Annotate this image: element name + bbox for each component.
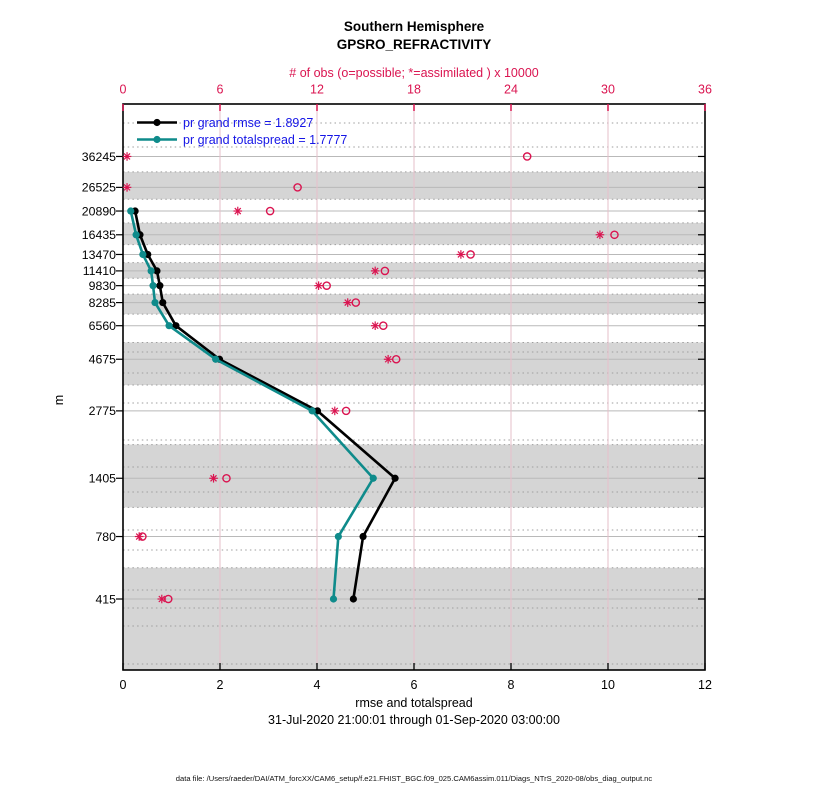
svg-text:12: 12 — [698, 678, 712, 692]
legend-swatch-totalspread-marker — [153, 136, 160, 143]
svg-text:11410: 11410 — [82, 264, 116, 279]
legend — [137, 116, 347, 147]
svg-text:0: 0 — [119, 678, 127, 692]
legend-swatch-rmse-marker — [153, 119, 160, 126]
svg-text:415: 415 — [95, 592, 116, 607]
svg-text:6: 6 — [410, 678, 418, 692]
svg-text:26525: 26525 — [81, 180, 116, 195]
svg-text:36245: 36245 — [81, 149, 116, 164]
legend-label-totalspread: pr grand totalspread = 1.7777 — [183, 133, 348, 147]
svg-text:6560: 6560 — [88, 319, 116, 334]
svg-text:0: 0 — [119, 82, 127, 97]
svg-text:8285: 8285 — [88, 295, 116, 310]
svg-text:36: 36 — [698, 82, 712, 97]
svg-text:780: 780 — [95, 529, 116, 544]
svg-text:13470: 13470 — [81, 247, 116, 262]
page-title: Southern Hemisphere — [343, 19, 485, 34]
page-subtitle: GPSRO_REFRACTIVITY — [336, 37, 492, 52]
svg-text:16435: 16435 — [81, 228, 116, 243]
svg-text:2: 2 — [216, 678, 224, 692]
y-axis-title: m — [52, 394, 66, 406]
top-axis-title: # of obs (o=possible; *=assimilated ) x 10000 — [289, 66, 539, 80]
svg-text:20890: 20890 — [81, 204, 116, 219]
svg-text:30: 30 — [601, 82, 615, 97]
svg-text:2775: 2775 — [88, 404, 116, 419]
legend-label-rmse: pr grand rmse = 1.8927 — [183, 116, 314, 130]
svg-text:24: 24 — [504, 82, 518, 97]
data-file-footer: data file: /Users/raeder/DAI/ATM_forcXX/CAM6_setup/f.e21.FHIST_BGC.f09_025.CAM6assim.011/Diags_NTrS_2020-08/obs_diag_output.nc — [175, 774, 653, 783]
svg-text:8: 8 — [507, 678, 515, 692]
svg-text:18: 18 — [407, 82, 421, 97]
date-range-caption: 31-Jul-2020 21:00:01 through 01-Sep-2020 03:00:00 — [268, 713, 560, 727]
svg-text:10: 10 — [601, 678, 615, 692]
svg-text:12: 12 — [310, 82, 324, 97]
bottom-axis-title: rmse and totalspread — [355, 696, 473, 710]
svg-text:4675: 4675 — [88, 352, 116, 367]
svg-text:4: 4 — [313, 678, 321, 692]
svg-text:1405: 1405 — [88, 471, 116, 486]
svg-text:9830: 9830 — [88, 278, 116, 293]
svg-text:6: 6 — [216, 82, 224, 97]
